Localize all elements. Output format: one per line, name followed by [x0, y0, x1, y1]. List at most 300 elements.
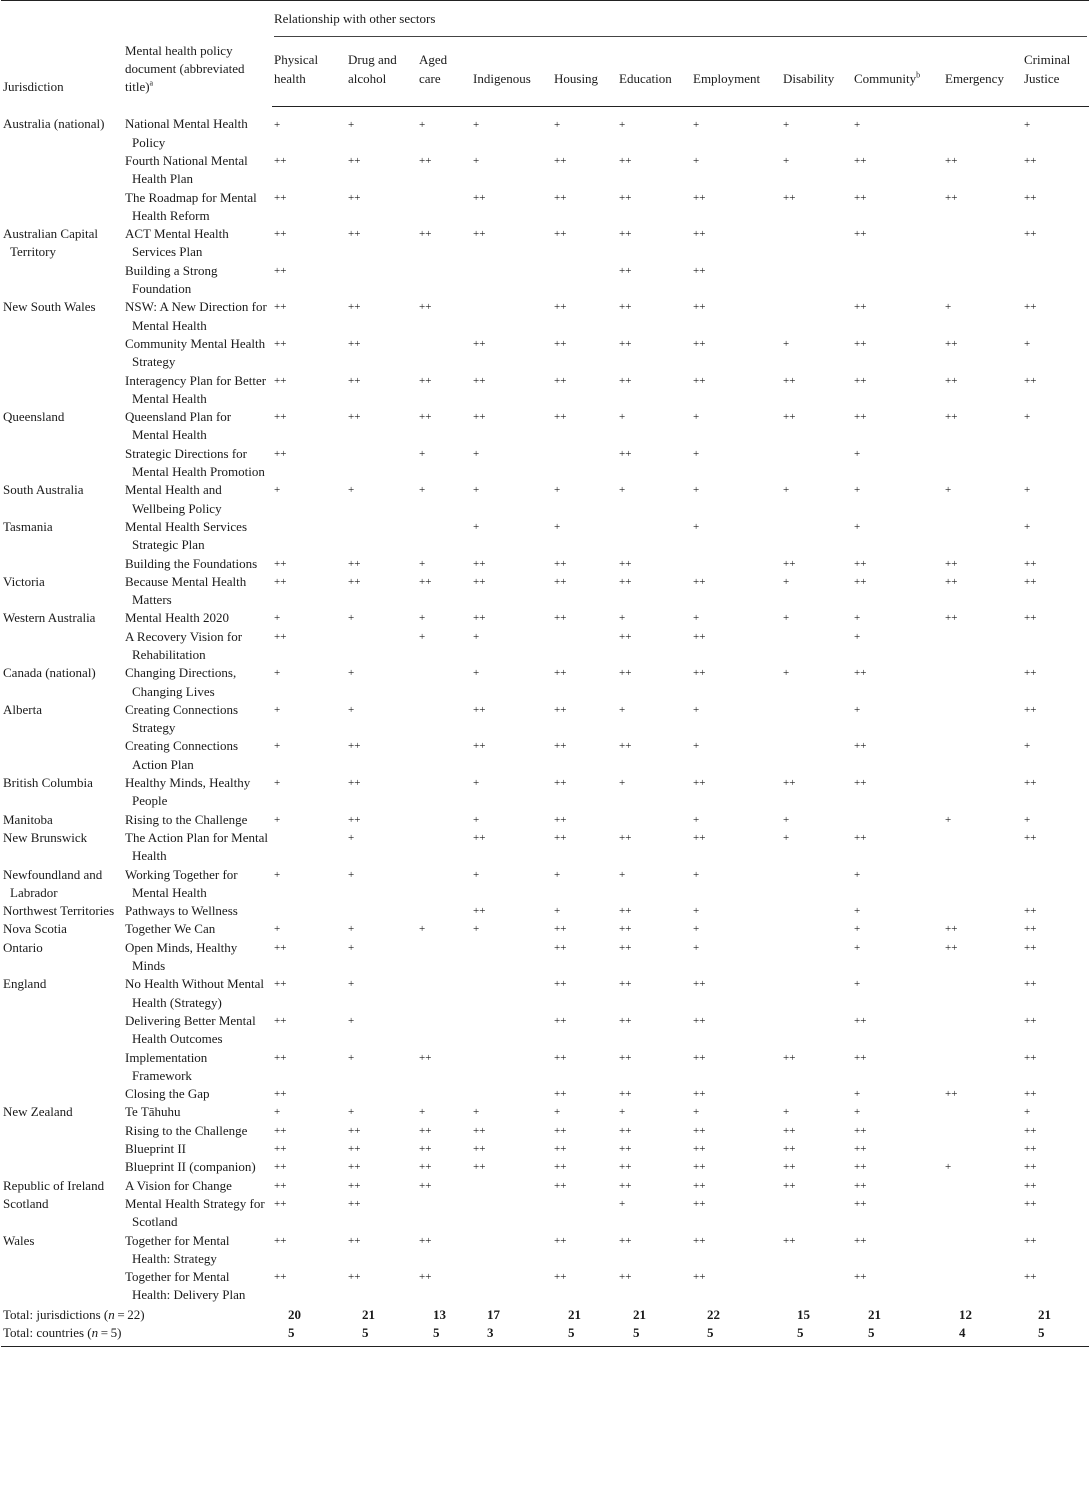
- relationship-cell: ++: [693, 1179, 706, 1192]
- relationship-cell: +: [693, 740, 700, 753]
- relationship-cell: ++: [1024, 575, 1037, 588]
- relationship-cell: ++: [854, 411, 867, 424]
- jurisdiction-cell: South Australia: [3, 482, 84, 498]
- relationship-cell: [617, 518, 691, 555]
- relationship-cell: [943, 1195, 1022, 1232]
- relationship-cell: ++: [348, 1271, 361, 1284]
- relationship-cell: +: [473, 1106, 480, 1119]
- relationship-cell: [471, 1012, 552, 1049]
- relationship-cell: ++: [554, 740, 567, 753]
- relationship-cell: ++: [419, 1161, 432, 1174]
- relationship-cell: ++: [945, 1088, 958, 1101]
- relationship-cell: ++: [619, 557, 632, 570]
- relationship-cell: [346, 518, 417, 555]
- relationship-cell: ++: [619, 447, 632, 460]
- relationship-cell: +: [274, 868, 281, 881]
- relationship-cell: +: [473, 667, 480, 680]
- relationship-cell: ++: [554, 1088, 567, 1101]
- relationship-cell: ++: [945, 612, 958, 625]
- relationship-cell: [346, 902, 417, 920]
- relationship-cell: ++: [854, 575, 867, 588]
- document-cell: National Mental Health Policy: [125, 116, 248, 150]
- relationship-cell: [943, 106, 1022, 152]
- relationship-cell: [471, 1085, 552, 1103]
- relationship-cell: ++: [554, 1124, 567, 1137]
- relationship-cell: +: [854, 612, 861, 625]
- document-cell: Together We Can: [125, 921, 216, 937]
- document-cell: Creating Connections Action Plan: [125, 738, 239, 772]
- relationship-cell: +: [693, 154, 700, 167]
- relationship-cell: ++: [554, 374, 567, 387]
- relationship-cell: +: [348, 118, 355, 131]
- relationship-cell: [943, 225, 1022, 262]
- table-row: [1, 902, 1089, 920]
- table-row: [1, 1122, 1089, 1140]
- relationship-cell: +: [554, 905, 561, 918]
- header-group-sectors: [272, 1, 1089, 46]
- relationship-cell: [943, 774, 1022, 811]
- relationship-cell: [552, 1195, 617, 1232]
- relationship-cell: [943, 866, 1022, 903]
- relationship-cell: [781, 1085, 852, 1103]
- relationship-cell: +: [1024, 118, 1031, 131]
- relationship-cell: +: [693, 118, 700, 131]
- relationship-cell: ++: [854, 1051, 867, 1064]
- relationship-cell: ++: [274, 978, 287, 991]
- relationship-cell: ++: [1024, 612, 1037, 625]
- relationship-cell: [781, 939, 852, 976]
- jurisdiction-cell: [1, 445, 123, 482]
- relationship-cell: [417, 939, 471, 976]
- relationship-cell: ++: [554, 557, 567, 570]
- relationship-cell: [943, 1140, 1022, 1158]
- total-label: [1, 1324, 272, 1347]
- relationship-cell: ++: [619, 301, 632, 314]
- table-row: [1, 481, 1089, 518]
- relationship-cell: ++: [554, 411, 567, 424]
- relationship-cell: +: [419, 447, 426, 460]
- relationship-cell: ++: [554, 923, 567, 936]
- relationship-cell: +: [348, 1051, 355, 1064]
- relationship-cell: ++: [274, 264, 287, 277]
- relationship-cell: ++: [473, 191, 486, 204]
- relationship-cell: ++: [1024, 923, 1037, 936]
- relationship-cell: ++: [419, 1124, 432, 1137]
- relationship-cell: [781, 298, 852, 335]
- relationship-cell: ++: [619, 831, 632, 844]
- relationship-cell: ++: [274, 154, 287, 167]
- header-sector-label: Disability: [783, 70, 835, 86]
- document-cell: Interagency Plan for Better Mental Health: [125, 372, 267, 406]
- relationship-cell: ++: [854, 154, 867, 167]
- relationship-cell: +: [783, 612, 790, 625]
- document-cell: Community Mental Health Strategy: [125, 335, 266, 370]
- relationship-cell: [471, 1195, 552, 1232]
- relationship-cell: [272, 902, 346, 920]
- relationship-cell: +: [274, 740, 281, 753]
- document-cell: Because Mental Health Matters: [125, 573, 247, 608]
- relationship-cell: ++: [274, 1234, 287, 1247]
- relationship-cell: ++: [619, 1234, 632, 1247]
- relationship-cell: ++: [348, 154, 361, 167]
- relationship-cell: +: [854, 868, 861, 881]
- total-value: 5: [552, 1324, 617, 1347]
- table-row: [1, 1158, 1089, 1176]
- total-value: 20: [288, 1306, 301, 1322]
- table-row: [1, 664, 1089, 701]
- table-row: [1, 225, 1089, 262]
- relationship-cell: [471, 1268, 552, 1305]
- relationship-cell: ++: [554, 575, 567, 588]
- header-document-label: Mental health policy document (abbreviated title): [125, 42, 245, 95]
- relationship-cell: +: [274, 667, 281, 680]
- relationship-cell: +: [783, 1106, 790, 1119]
- header-jurisdiction: Jurisdiction: [1, 1, 123, 107]
- relationship-cell: +: [854, 978, 861, 991]
- document-cell: Working Together for Mental Health: [125, 866, 238, 900]
- document-cell: Fourth National Mental Health Plan: [125, 152, 248, 187]
- relationship-cell: +: [619, 868, 626, 881]
- relationship-cell: +: [1024, 740, 1031, 753]
- jurisdiction-cell: [1, 1140, 123, 1158]
- relationship-cell: [781, 262, 852, 299]
- document-cell: Te Tāhuhu: [125, 1104, 181, 1120]
- relationship-cell: +: [619, 612, 626, 625]
- jurisdiction-cell: [1, 335, 123, 372]
- jurisdiction-cell: Northwest Territories: [3, 903, 115, 919]
- relationship-cell: ++: [554, 703, 567, 716]
- relationship-cell: ++: [419, 411, 432, 424]
- relationship-cell: [417, 701, 471, 738]
- header-sector-label: Aged care: [419, 52, 448, 86]
- relationship-cell: ++: [693, 1161, 706, 1174]
- relationship-cell: +: [783, 667, 790, 680]
- relationship-cell: +: [854, 1088, 861, 1101]
- jurisdiction-cell: [1, 1268, 123, 1305]
- document-cell: Mental Health and Wellbeing Policy: [125, 482, 222, 516]
- relationship-cell: ++: [554, 1143, 567, 1156]
- relationship-cell: ++: [693, 1234, 706, 1247]
- relationship-cell: ++: [473, 1143, 486, 1156]
- relationship-cell: +: [348, 868, 355, 881]
- relationship-cell: ++: [1024, 978, 1037, 991]
- relationship-cell: ++: [945, 557, 958, 570]
- header-sector-label: Housing: [554, 70, 599, 86]
- relationship-cell: ++: [473, 703, 486, 716]
- relationship-cell: ++: [945, 411, 958, 424]
- relationship-cell: +: [274, 484, 281, 497]
- header-sector-aged-care: [417, 45, 471, 106]
- header-sector-label: Education: [619, 70, 672, 86]
- relationship-cell: ++: [693, 191, 706, 204]
- table-row: [1, 1049, 1089, 1086]
- jurisdiction-cell: [1, 737, 123, 774]
- relationship-cell: ++: [693, 1051, 706, 1064]
- document-cell: Blueprint II (companion): [125, 1159, 256, 1175]
- relationship-cell: +: [619, 1197, 626, 1210]
- relationship-cell: [471, 939, 552, 976]
- relationship-cell: +: [348, 703, 355, 716]
- table-row: [1, 609, 1089, 627]
- relationship-cell: ++: [274, 1088, 287, 1101]
- relationship-cell: ++: [473, 831, 486, 844]
- relationship-cell: ++: [274, 228, 287, 241]
- relationship-cell: ++: [693, 575, 706, 588]
- relationship-cell: ++: [1024, 191, 1037, 204]
- total-value: 21: [568, 1306, 581, 1322]
- relationship-cell: ++: [554, 831, 567, 844]
- relationship-cell: ++: [1024, 1124, 1037, 1137]
- relationship-cell: ++: [1024, 557, 1037, 570]
- relationship-cell: ++: [348, 1234, 361, 1247]
- relationship-cell: [781, 225, 852, 262]
- relationship-cell: +: [619, 118, 626, 131]
- relationship-cell: [552, 445, 617, 482]
- total-value: 5: [272, 1324, 346, 1347]
- document-cell: Delivering Better Mental Health Outcomes: [125, 1012, 256, 1047]
- table-row: [1, 445, 1089, 482]
- relationship-cell: +: [693, 520, 700, 533]
- relationship-cell: [781, 701, 852, 738]
- relationship-cell: ++: [419, 1143, 432, 1156]
- relationship-cell: +: [1024, 337, 1031, 350]
- relationship-cell: [781, 866, 852, 903]
- total-value: 5: [691, 1324, 781, 1347]
- relationship-cell: ++: [348, 191, 361, 204]
- relationship-cell: +: [854, 447, 861, 460]
- relationship-cell: ++: [274, 557, 287, 570]
- table-row: [1, 774, 1089, 811]
- relationship-cell: ++: [473, 557, 486, 570]
- relationship-cell: ++: [854, 1124, 867, 1137]
- relationship-cell: +: [693, 1106, 700, 1119]
- relationship-cell: ++: [1024, 1234, 1037, 1247]
- relationship-cell: +: [274, 813, 281, 826]
- relationship-cell: ++: [945, 154, 958, 167]
- relationship-cell: +: [274, 703, 281, 716]
- relationship-cell: [943, 1103, 1022, 1121]
- document-cell: No Health Without Mental Health (Strategy): [125, 976, 264, 1010]
- total-row: [1, 1324, 1089, 1347]
- relationship-cell: ++: [619, 154, 632, 167]
- relationship-cell: [943, 829, 1022, 866]
- relationship-cell: ++: [419, 1271, 432, 1284]
- relationship-cell: ++: [1024, 1088, 1037, 1101]
- relationship-cell: +: [274, 777, 281, 790]
- total-value: 5: [417, 1324, 471, 1347]
- relationship-cell: ++: [783, 1234, 796, 1247]
- relationship-cell: +: [419, 1106, 426, 1119]
- relationship-cell: [417, 737, 471, 774]
- jurisdiction-cell: England: [3, 976, 47, 992]
- relationship-cell: ++: [348, 813, 361, 826]
- relationship-cell: +: [854, 923, 861, 936]
- relationship-cell: ++: [854, 740, 867, 753]
- relationship-cell: [417, 902, 471, 920]
- total-label-prefix: Total: jurisdictions (: [3, 1306, 109, 1322]
- table-row: [1, 701, 1089, 738]
- relationship-cell: ++: [274, 301, 287, 314]
- document-cell: Rising to the Challenge: [125, 811, 248, 827]
- relationship-cell: +: [473, 118, 480, 131]
- relationship-cell: ++: [619, 337, 632, 350]
- relationship-cell: ++: [619, 374, 632, 387]
- document-cell: Queensland Plan for Mental Health: [125, 409, 232, 443]
- relationship-cell: +: [693, 941, 700, 954]
- relationship-cell: [1022, 262, 1089, 299]
- header-sector-label: Criminal Justice: [1024, 52, 1071, 86]
- relationship-cell: +: [554, 868, 561, 881]
- relationship-cell: +: [419, 630, 426, 643]
- relationship-cell: [417, 811, 471, 829]
- relationship-cell: ++: [693, 1197, 706, 1210]
- table-row: [1, 811, 1089, 829]
- relationship-cell: ++: [1024, 831, 1037, 844]
- relationship-cell: ++: [783, 1051, 796, 1064]
- jurisdiction-cell: Ontario: [3, 939, 43, 955]
- relationship-cell: ++: [783, 557, 796, 570]
- relationship-cell: +: [693, 484, 700, 497]
- relationship-cell: ++: [274, 1179, 287, 1192]
- relationship-cell: ++: [348, 1179, 361, 1192]
- document-cell: Closing the Gap: [125, 1086, 210, 1102]
- table-row: [1, 518, 1089, 555]
- relationship-cell: ++: [473, 228, 486, 241]
- relationship-cell: ++: [274, 630, 287, 643]
- table-row: [1, 1012, 1089, 1049]
- relationship-cell: ++: [854, 337, 867, 350]
- relationship-cell: +: [693, 447, 700, 460]
- total-value: 4: [943, 1324, 1022, 1347]
- document-cell: Strategic Directions for Mental Health Promotion: [125, 445, 265, 480]
- relationship-cell: ++: [854, 1179, 867, 1192]
- relationship-cell: ++: [473, 1161, 486, 1174]
- relationship-cell: ++: [693, 228, 706, 241]
- relationship-cell: ++: [783, 374, 796, 387]
- jurisdiction-cell: Alberta: [3, 701, 42, 717]
- relationship-cell: ++: [693, 630, 706, 643]
- total-label-suffix: = 5): [98, 1324, 122, 1340]
- table-row: [1, 975, 1089, 1012]
- relationship-cell: +: [693, 813, 700, 826]
- relationship-cell: ++: [945, 941, 958, 954]
- total-value: 5: [346, 1324, 417, 1347]
- header-sector-label: Employment: [693, 70, 761, 86]
- relationship-cell: +: [945, 1161, 952, 1174]
- document-cell: Implementation Framework: [125, 1049, 208, 1083]
- relationship-cell: ++: [274, 337, 287, 350]
- relationship-cell: ++: [783, 777, 796, 790]
- relationship-cell: +: [693, 703, 700, 716]
- relationship-cell: ++: [619, 978, 632, 991]
- relationship-cell: ++: [274, 1124, 287, 1137]
- relationship-cell: ++: [854, 1271, 867, 1284]
- relationship-cell: ++: [693, 1143, 706, 1156]
- relationship-cell: ++: [1024, 374, 1037, 387]
- relationship-cell: [417, 664, 471, 701]
- total-value: 12: [959, 1306, 972, 1322]
- relationship-cell: +: [473, 868, 480, 881]
- relationship-cell: ++: [783, 191, 796, 204]
- policy-sector-table: [1, 0, 1089, 1347]
- relationship-cell: ++: [619, 905, 632, 918]
- relationship-cell: ++: [274, 941, 287, 954]
- relationship-cell: [943, 737, 1022, 774]
- relationship-cell: ++: [693, 777, 706, 790]
- total-label-n: n: [108, 1306, 115, 1322]
- relationship-cell: +: [1024, 411, 1031, 424]
- relationship-cell: [417, 866, 471, 903]
- jurisdiction-cell: Republic of Ireland: [3, 1177, 105, 1193]
- table-row: [1, 573, 1089, 610]
- header-sector-indigenous: [471, 45, 552, 106]
- relationship-cell: ++: [419, 228, 432, 241]
- relationship-cell: ++: [1024, 1014, 1037, 1027]
- relationship-cell: +: [783, 154, 790, 167]
- relationship-cell: ++: [419, 374, 432, 387]
- relationship-cell: ++: [1024, 1271, 1037, 1284]
- table-row: [1, 555, 1089, 573]
- relationship-cell: ++: [554, 228, 567, 241]
- jurisdiction-cell: [1, 628, 123, 665]
- relationship-cell: [943, 518, 1022, 555]
- relationship-cell: [781, 1012, 852, 1049]
- relationship-cell: +: [854, 1106, 861, 1119]
- relationship-cell: ++: [274, 191, 287, 204]
- relationship-cell: ++: [854, 301, 867, 314]
- relationship-cell: ++: [854, 1234, 867, 1247]
- total-row: [1, 1305, 1089, 1324]
- relationship-cell: ++: [473, 905, 486, 918]
- table-row: [1, 335, 1089, 372]
- document-cell: The Roadmap for Mental Health Reform: [125, 189, 257, 223]
- relationship-cell: ++: [854, 1143, 867, 1156]
- relationship-cell: +: [473, 630, 480, 643]
- relationship-cell: ++: [348, 337, 361, 350]
- relationship-cell: ++: [274, 411, 287, 424]
- relationship-cell: ++: [783, 1143, 796, 1156]
- relationship-cell: +: [419, 923, 426, 936]
- relationship-cell: ++: [554, 154, 567, 167]
- header-sector-emergency: [943, 45, 1022, 106]
- document-cell: Changing Directions, Changing Lives: [125, 665, 237, 699]
- relationship-cell: +: [419, 118, 426, 131]
- relationship-cell: ++: [554, 191, 567, 204]
- relationship-cell: +: [854, 118, 861, 131]
- relationship-cell: [471, 1049, 552, 1086]
- header-sector-label: Indigenous: [473, 70, 531, 86]
- document-cell: Pathways to Wellness: [125, 903, 238, 919]
- relationship-cell: ++: [619, 1014, 632, 1027]
- relationship-cell: +: [1024, 1106, 1031, 1119]
- relationship-cell: ++: [1024, 1051, 1037, 1064]
- total-label-suffix: = 22): [114, 1306, 145, 1322]
- relationship-cell: [272, 829, 346, 866]
- relationship-cell: ++: [783, 1161, 796, 1174]
- header-group-label: Relationship with other sectors: [274, 10, 1087, 37]
- total-value: 13: [433, 1306, 446, 1322]
- relationship-cell: ++: [783, 411, 796, 424]
- relationship-cell: ++: [619, 1179, 632, 1192]
- jurisdiction-cell: Manitoba: [3, 811, 53, 827]
- document-cell: The Action Plan for Mental Health: [125, 829, 268, 864]
- table-row: [1, 866, 1089, 903]
- relationship-cell: +: [854, 905, 861, 918]
- document-cell: Blueprint II: [125, 1141, 187, 1157]
- relationship-cell: +: [783, 118, 790, 131]
- relationship-cell: [781, 1268, 852, 1305]
- relationship-cell: ++: [274, 1051, 287, 1064]
